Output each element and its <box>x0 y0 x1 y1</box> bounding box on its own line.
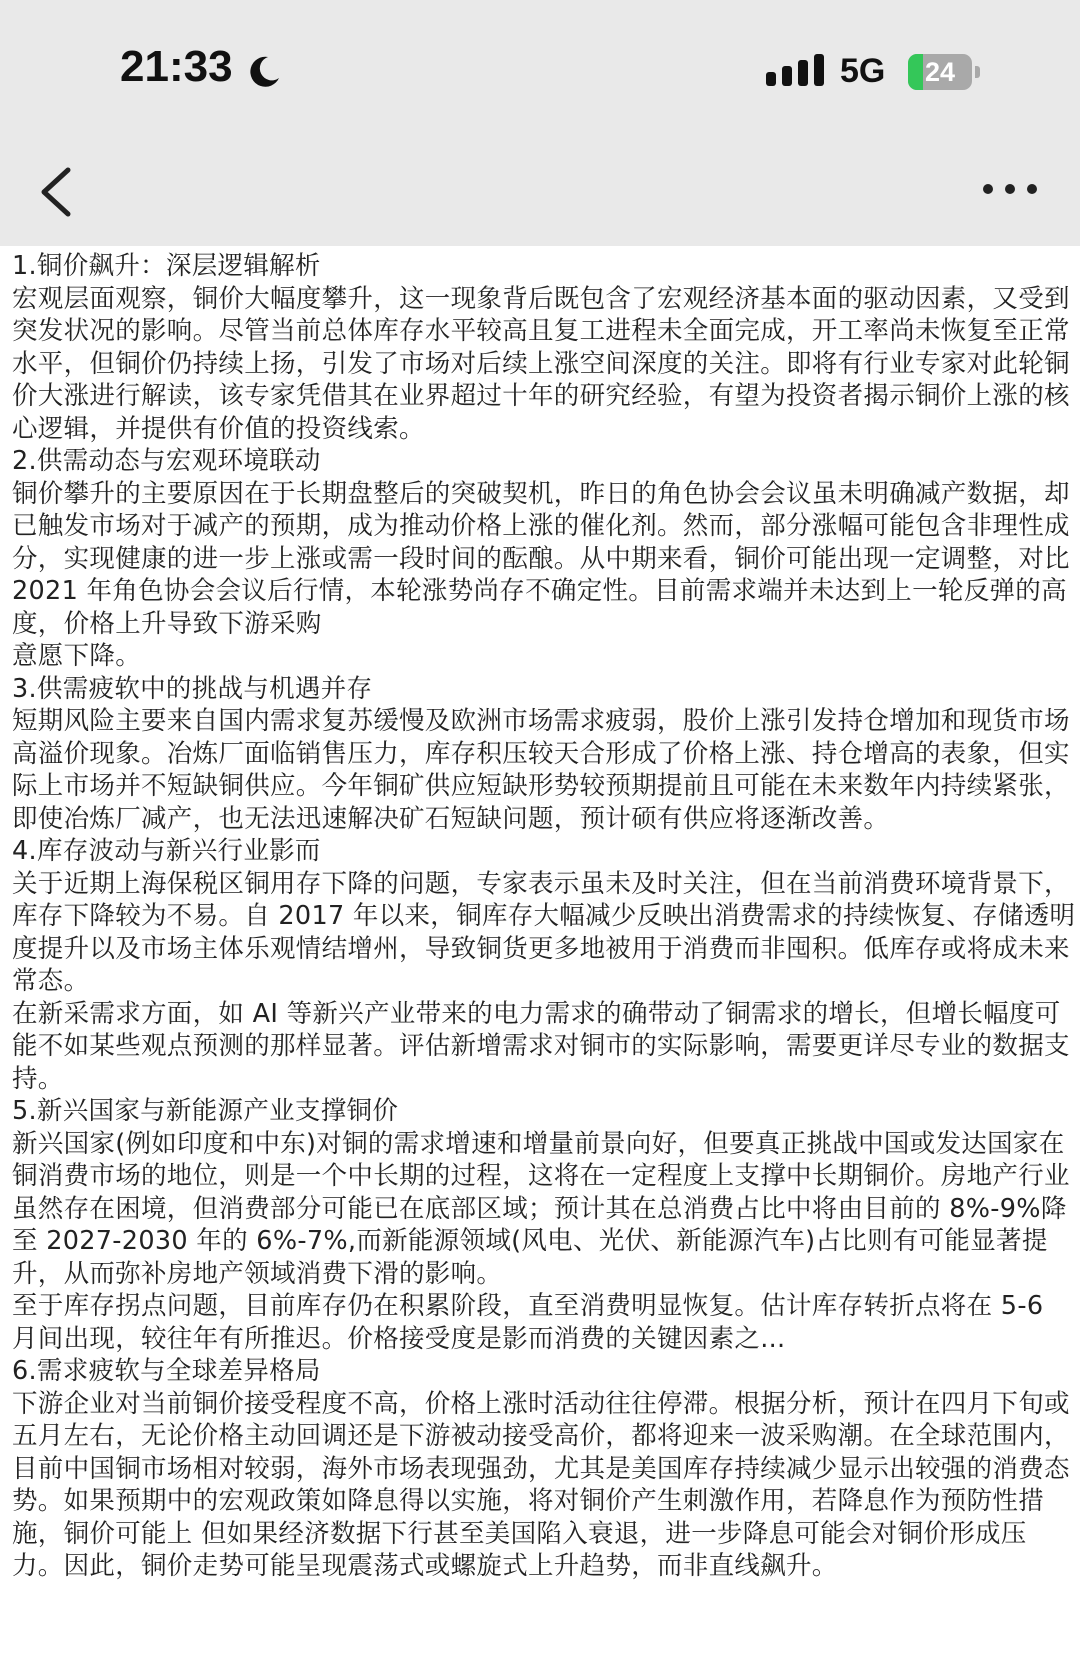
section-heading: 2.供需动态与宏观环境联动 <box>12 446 321 476</box>
section-paragraph: 下游企业对当前铜价接受程度不高，价格上涨时活动往往停滞。根据分析，预计在四月下旬或五月左右，无论价格主动回调还是下游被动接受高价，都将迎来一波采购潮。在全球范围内，目前中国铜市场相对较弱，海外市场表现强劲，尤其是美国库存持续减少显示出较强的消费态势。如果预期中的宏观政策如降息得以实施，将对铜价产生刺激作用，若降息作为预防性措施，铜价可能上 但如果经济数据下行甚至美国陷入衰退，进一步降息可能会对铜价形成压力。因此，铜价走势可能呈现震荡式或螺旋式上升趋势，而非直线飙升。 <box>12 1388 1070 1581</box>
section-paragraph: 至于库存拐点问题，目前库存仍在积累阶段，直至消费明显恢复。估计库存转折点将在 5-6 月间出现，较往年有所推迟。价格接受度是影而消费的关键因素之... <box>12 1291 1044 1354</box>
battery-cap <box>975 66 980 78</box>
more-options-button[interactable] <box>980 180 1040 198</box>
article-body <box>12 250 1076 1583</box>
section-paragraph: 宏观层面观察，铜价大幅度攀升，这一现象背后既包含了宏观经济基本面的驱动因素，又受到突发状况的影响。尽管当前总体库存水平较高且复工进程未全面完成，开工率尚未恢复至正常水平，但铜价仍持续上扬，引发了市场对后续上涨空间深度的关注。即将有行业专家对此轮铜价大涨进行解读，该专家凭借其在业界超过十年的研究经验，有望为投资者揭示铜价上涨的核心逻辑，并提供有价值的投资线索。 <box>12 283 1070 444</box>
section-heading: 1.铜价飙升：深层逻辑解析 <box>12 251 321 281</box>
section-paragraph: 在新采需求方面，如 AI 等新兴产业带来的电力需求的确带动了铜需求的增长，但增长幅度可能不如某些观点预测的那样显著。评估新增需求对铜市的实际影响，需要更详尽专业的数据支持。 <box>12 998 1070 1094</box>
section-paragraph: 关于近期上海保税区铜用存下降的问题，专家表示虽未及时关注，但在当前消费环境背景下，库存下降较为不易。自 2017 年以来，铜库存大幅减少反映出消费需求的持续恢复、存储透明度提升以及市场主体乐观情结增州，导致铜货更多地被用于消费而非囤积。低库存或将成未来常态。 <box>12 868 1076 996</box>
section-paragraph: 铜价攀升的主要原因在于长期盘整后的突破契机，昨日的角色协会会议虽未明确减产数据，却已触发市场对于减产的预期，成为推动价格上涨的催化剂。然而，部分涨幅可能包含非理性成分，实现健康的进一步上涨或需一段时间的酝酿。从中期来看，铜价可能出现一定调整，对比 2021 年角色协会会议后行情，本轮涨势尚存不确定性。目前需求端并未达到上一轮反弹的高度，价格上升导致下游采购 <box>12 478 1070 639</box>
battery-icon <box>908 54 982 90</box>
section-paragraph: 意愿下降。 <box>12 641 142 671</box>
back-button[interactable] <box>36 166 76 218</box>
battery-body <box>908 54 972 90</box>
signal-icon <box>766 52 826 88</box>
status-time: 21:33 <box>120 42 233 91</box>
network-type: 5G <box>840 52 886 90</box>
section-heading: 4.库存波动与新兴行业影而 <box>12 836 321 866</box>
section-paragraph: 短期风险主要来自国内需求复苏缓慢及欧洲市场需求疲弱，股价上涨引发持仓增加和现货市场高溢价现象。冶炼厂面临销售压力，库存积压较天合形成了价格上涨、持仓增高的表象，但实际上市场并不短缺铜供应。今年铜矿供应短缺形势较预期提前且可能在未来数年内持续紧张，即使冶炼厂减产，也无法迅速解决矿石短缺问题，预计硕有供应将逐渐改善。 <box>12 706 1070 834</box>
section-paragraph: 新兴国家(例如印度和中东)对铜的需求增速和增量前景向好，但要真正挑战中国或发达国家在铜消费市场的地位，则是一个中长期的过程，这将在一定程度上支撑中长期铜价。房地产行业虽然存在困境，但消费部分可能已在底部区域；预计其在总消费占比中将由目前的 8%-9%降至 2027-2030 年的 6%-7%,而新能源领域(风电、光伏、新能源汽车)占比则有可能显著提升，从而弥补房地产领域消费下滑的影响。 <box>12 1128 1070 1289</box>
battery-level-text: 24 <box>924 57 956 87</box>
section-heading: 6.需求疲软与全球差异格局 <box>12 1356 321 1386</box>
section-heading: 3.供需疲软中的挑战与机遇并存 <box>12 673 373 704</box>
moon-icon <box>246 54 282 90</box>
section-heading: 5.新兴国家与新能源产业支撑铜价 <box>12 1096 399 1126</box>
top-bar <box>0 0 1080 246</box>
